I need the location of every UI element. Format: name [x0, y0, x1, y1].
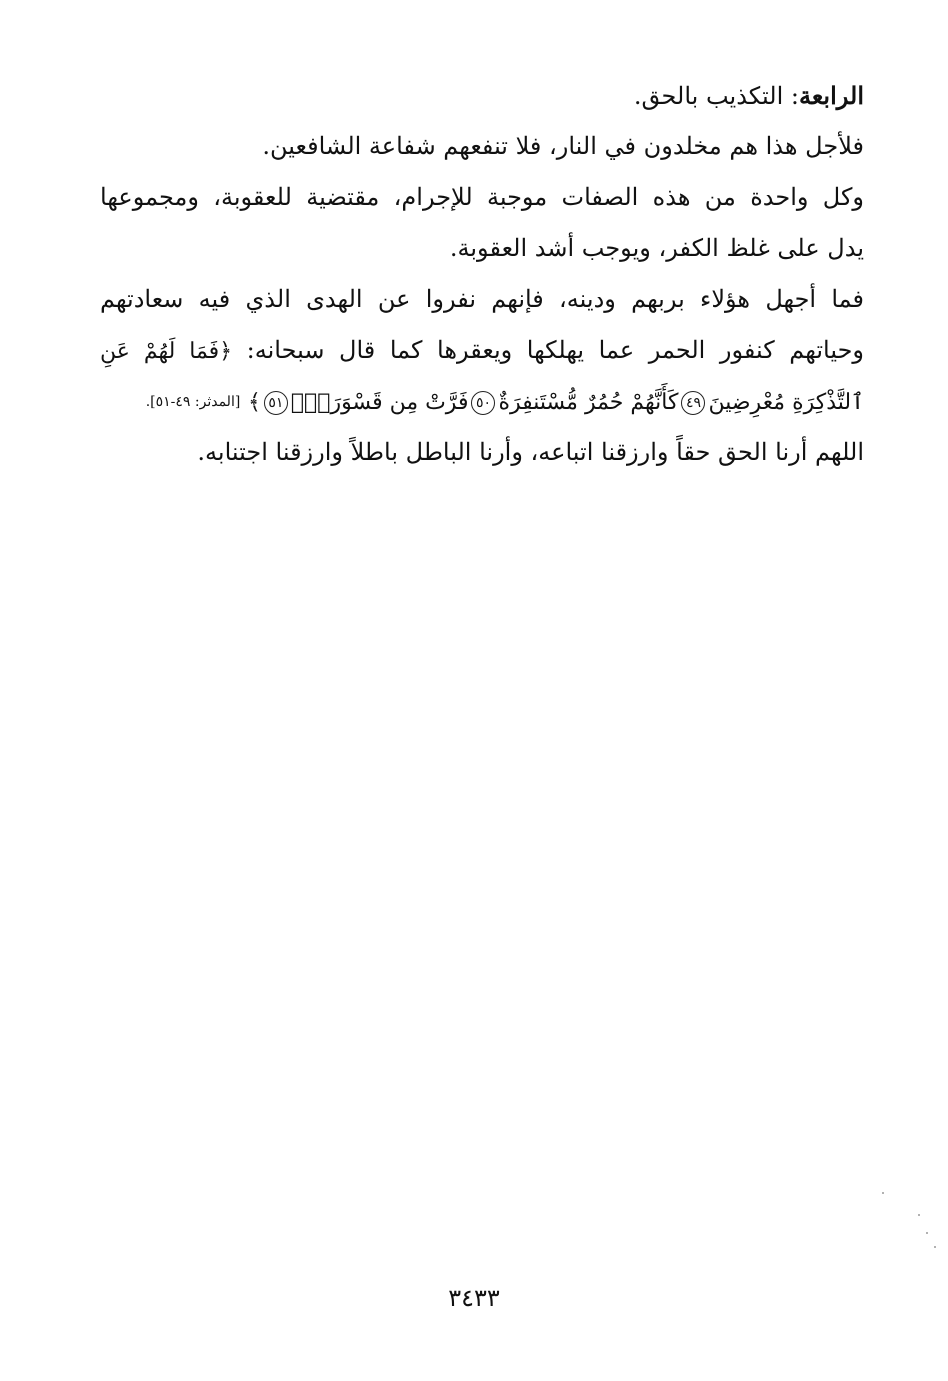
quran-verse-start: فَمَا لَهُمْ عَنِ — [100, 339, 220, 364]
paragraph-line-8: اللهم أرنا الحق حقاً وارزقنا اتباعه، وأرنا الباطل باطلاً وارزقنا اجتنابه. — [197, 438, 864, 466]
quran-bracket-open: ﴿ — [219, 339, 233, 364]
paragraph-line-3: وكل واحدة من هذه الصفات موجبة للإجرام، مقتضية للعقوبة، ومجموعها — [100, 183, 865, 211]
ayah-number-50: ٥٠ — [471, 391, 495, 415]
paragraph-line-1 — [100, 70, 864, 121]
scan-speck — [934, 1246, 936, 1248]
quran-verse-51: فَرَّتْ مِن قَسْوَرَةٍۭ — [290, 390, 469, 415]
paragraph-line-4: يدل على غلظ الكفر، ويوجب أشد العقوبة. — [449, 234, 864, 262]
section-heading: الرابعة — [798, 81, 864, 110]
quran-verse-49: ٱلتَّذْكِرَةِ مُعْرِضِينَ — [708, 390, 864, 415]
paragraph-line-2: فلأجل هذا هم مخلدون في النار، فلا تنفعهم شفاعة الشافعين. — [262, 132, 864, 160]
ayah-number-51: ٥١ — [264, 391, 288, 415]
line-6-text: وحياتهم كنفور الحمر عما يهلكها ويعقرها كما قال سبحانه: — [232, 336, 864, 364]
quran-bracket-close: ﴾ — [247, 390, 261, 415]
ayah-number-49: ٤٩ — [681, 391, 705, 415]
scan-speck — [918, 1214, 920, 1216]
page-number: ٣٤٣٣ — [448, 1284, 500, 1312]
scan-speck — [926, 1232, 928, 1234]
heading-text: : التكذيب بالحق. — [633, 82, 799, 110]
paragraph-line-6 — [100, 325, 864, 376]
paragraph-line-7 — [100, 376, 864, 427]
body-text — [100, 70, 864, 478]
quran-verse-50: كَأَنَّهُمْ حُمُرٌ مُّسْتَنفِرَةٌ — [498, 390, 679, 415]
scan-speck — [882, 1192, 884, 1194]
paragraph-line-5: فما أجهل هؤلاء بربهم ودينه، فإنهم نفروا عن الهدى الذي فيه سعادتهم — [100, 285, 864, 313]
quran-citation: [المدثر: ٤٩-٥١]. — [145, 394, 241, 410]
